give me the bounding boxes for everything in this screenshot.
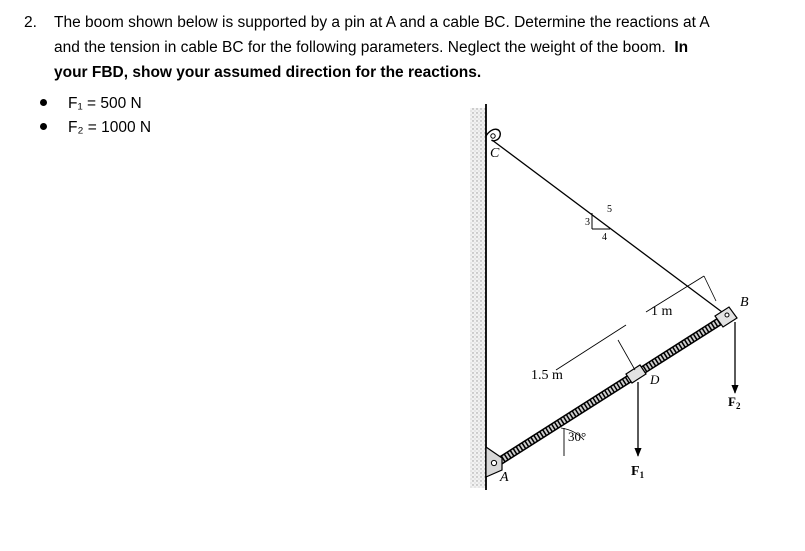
pin-b [725, 313, 729, 317]
label-a: A [500, 470, 509, 485]
label-force-f1: $F_1$ [631, 464, 645, 480]
label-slope-rise: 3 [585, 217, 590, 228]
pin-c [491, 134, 495, 138]
label-dim-db: 1 m [651, 304, 673, 319]
wall [470, 108, 486, 488]
boom [492, 316, 728, 466]
label-angle: 30° [568, 429, 587, 444]
label-dim-ad: 1.5 m [531, 368, 563, 383]
problem-instruction-start: In [674, 39, 689, 56]
label-force-f2: $F_2$ [728, 394, 741, 411]
problem-text-line2: and the tension in cable BC for the following parameters. Neglect the weight of the boom. [54, 39, 666, 56]
label-slope-run: 4 [602, 232, 607, 243]
label-b: B [740, 295, 749, 310]
label-slope-hyp: 5 [607, 204, 612, 215]
label-d: D [650, 372, 660, 387]
label-c: C [490, 146, 500, 161]
problem-instruction: your FBD, show your assumed direction for the reactions. [54, 64, 482, 81]
parameter-f1: F₁ = 500 N [68, 95, 142, 112]
problem-number: 2. [24, 14, 37, 31]
parameter-f2: F₂ = 1000 N [68, 119, 152, 136]
pin-a [491, 460, 496, 465]
dimension-tick-b [704, 276, 716, 301]
dimension-line-ad [556, 325, 626, 370]
dimension-tick-d [618, 340, 635, 370]
problem-text-line1: The boom shown below is supported by a pin at A and a cable BC. Determine the reactions at A [54, 14, 710, 31]
